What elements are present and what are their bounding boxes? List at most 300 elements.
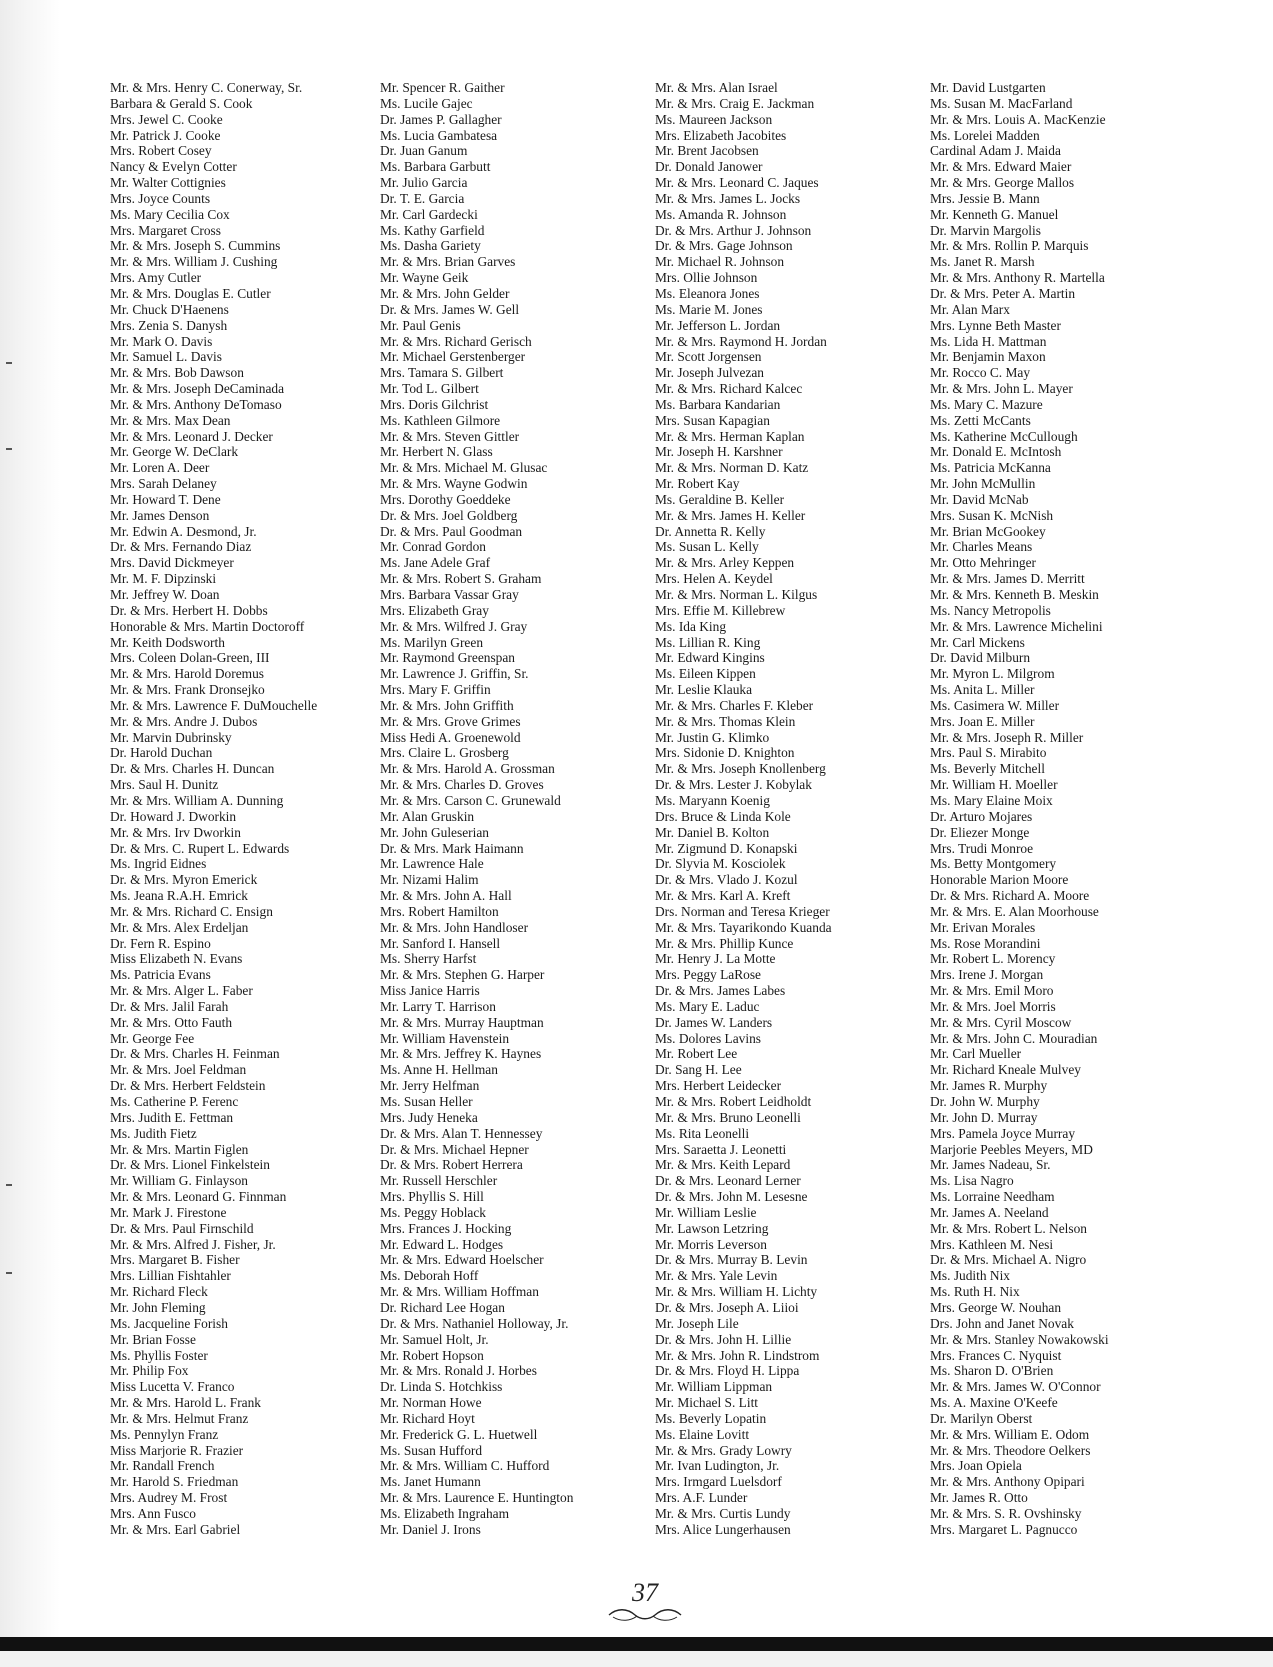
donor-name: Mr. & Mrs. Joel Feldman <box>110 1062 247 1078</box>
donor-name: Nancy & Evelyn Cotter <box>110 159 237 175</box>
donor-name: Mr. William H. Moeller <box>930 777 1058 793</box>
donor-name: Miss Elizabeth N. Evans <box>110 951 243 967</box>
donor-name: Mr. & Mrs. Andre J. Dubos <box>110 713 258 729</box>
donor-name: Mrs. Saul H. Dunitz <box>110 777 219 793</box>
donor-name: Dr. & Mrs. James Labes <box>655 983 786 999</box>
donor-name: Mr. & Mrs. Wayne Godwin <box>380 476 528 492</box>
donor-name: Mrs. Amy Cutler <box>110 270 202 286</box>
donor-name: Dr. & Mrs. Leonard Lerner <box>655 1173 801 1189</box>
donor-name: Mr. & Mrs. Harold Doremus <box>110 666 264 682</box>
donor-name: Mr. & Mrs. Rollin P. Marquis <box>930 238 1089 254</box>
donor-name: Ms. Pennylyn Franz <box>110 1426 219 1442</box>
donor-name: Cardinal Adam J. Maida <box>930 143 1061 159</box>
donor-name: Dr. & Mrs. Paul Firnschild <box>110 1220 254 1236</box>
donor-name: Ms. Mary Elaine Moix <box>930 792 1053 808</box>
donor-name: Dr. & Mrs. Peter A. Martin <box>930 285 1076 301</box>
donor-name: Mr. & Mrs. Frank Dronsejko <box>110 682 265 698</box>
donor-name: Ms. Susan L. Kelly <box>655 539 759 555</box>
donor-name: Ms. Nancy Metropolis <box>930 602 1051 618</box>
donor-name: Mrs. David Dickmeyer <box>110 555 234 571</box>
donor-name: Mrs. Joan Opiela <box>930 1458 1022 1474</box>
donor-name: Mr. William Leslie <box>655 1204 757 1220</box>
donor-list <box>110 80 1240 1550</box>
donor-name: Mrs. Mary F. Griffin <box>380 682 491 698</box>
donor-name: Mrs. Jessie B. Mann <box>930 190 1040 206</box>
donor-name: Dr. Harold Duchan <box>110 745 213 761</box>
donor-name: Mr. & Mrs. Arley Keppen <box>655 555 795 571</box>
donor-name: Mr. Larry T. Harrison <box>380 998 496 1014</box>
donor-name: Mrs. Susan K. McNish <box>930 507 1054 523</box>
donor-name: Mr. Richard Hoyt <box>380 1410 475 1426</box>
donor-name: Dr. Donald Janower <box>655 159 763 175</box>
donor-name: Dr. & Mrs. Joseph A. Liioi <box>655 1299 799 1315</box>
donor-name: Mr. & Mrs. Anthony Opipari <box>930 1474 1085 1490</box>
donor-name: Mrs. Paul S. Mirabito <box>930 745 1047 761</box>
donor-name: Mrs. Ann Fusco <box>110 1505 196 1521</box>
donor-name: Mr. James A. Neeland <box>930 1204 1049 1220</box>
donor-name: Mrs. Judy Heneka <box>380 1109 478 1125</box>
donor-name: Mr. Loren A. Deer <box>110 460 210 476</box>
donor-name: Ms. Deborah Hoff <box>380 1268 479 1284</box>
donor-name: Ms. Barbara Kandarian <box>655 396 781 412</box>
donor-name: Mrs. Kathleen M. Nesi <box>930 1236 1054 1252</box>
donor-name: Mr. Russell Herschler <box>380 1173 498 1189</box>
donor-name: Mrs. Claire L. Grosberg <box>380 745 509 761</box>
donor-name: Mr. George W. DeClark <box>110 444 239 460</box>
donor-name: Mr. Jerry Helfman <box>380 1078 480 1094</box>
donor-name: Ms. Betty Montgomery <box>930 856 1057 872</box>
donor-name: Mr. Justin G. Klimko <box>655 729 770 745</box>
donor-name: Mr. John Guleserian <box>380 824 489 840</box>
donor-name: Mr. & Mrs. Bob Dawson <box>110 365 244 381</box>
donor-name: Dr. Juan Ganum <box>380 143 468 159</box>
donor-name: Dr. & Mrs. James W. Gell <box>380 301 520 317</box>
donor-name: Ms. Judith Fietz <box>110 1125 197 1141</box>
donor-name: Ms. Elaine Lovitt <box>655 1426 750 1442</box>
donor-name: Mr. & Mrs. Otto Fauth <box>110 1014 233 1030</box>
donor-name: Mr. & Mrs. Wilfred J. Gray <box>380 618 528 634</box>
donor-name: Mr. William Lippman <box>655 1379 773 1395</box>
donor-name: Ms. Lucia Gambatesa <box>380 127 498 143</box>
donor-name: Ms. Kathleen Gilmore <box>380 412 501 428</box>
donor-name: Mr. Carl Gardecki <box>380 206 478 222</box>
donor-name: Ms. Janet R. Marsh <box>930 254 1035 270</box>
donor-name: Mr. & Mrs. Anthony DeTomaso <box>110 396 282 412</box>
donor-name: Mr. & Mrs. Helmut Franz <box>110 1410 249 1426</box>
donor-name: Mr. Lawrence Hale <box>380 856 484 872</box>
donor-name: Dr. & Mrs. Charles H. Duncan <box>110 761 275 777</box>
donor-name: Ms. Lisa Nagro <box>930 1173 1014 1189</box>
donor-name: Mrs. Saraetta J. Leonetti <box>655 1141 787 1157</box>
donor-name: Mr. & Mrs. Earl Gabriel <box>110 1521 241 1537</box>
donor-name: Mr. Jeffrey W. Doan <box>110 587 220 602</box>
donor-name: Ms. Rose Morandini <box>930 935 1041 951</box>
donor-name: Mrs. Joan E. Miller <box>930 713 1035 729</box>
donor-name: Mr. Kenneth G. Manuel <box>930 206 1059 222</box>
donor-name: Mr. & Mrs. Bruno Leonelli <box>655 1109 801 1125</box>
donor-name: Mr. Otto Mehringer <box>930 555 1036 571</box>
donor-name: Mr. & Mrs. Charles F. Kleber <box>655 697 814 713</box>
donor-name: Mrs. Susan Kapagian <box>655 412 770 428</box>
donor-name: Dr. Fern R. Espino <box>110 935 211 951</box>
donor-name: Mrs. Judith E. Fettman <box>110 1109 234 1125</box>
donor-name: Ms. Mary Cecilia Cox <box>110 206 230 222</box>
donor-name: Mrs. George W. Nouhan <box>930 1299 1062 1315</box>
donor-name: Ms. Lucile Gajec <box>380 95 473 111</box>
donor-name: Mr. & Mrs. James D. Merritt <box>930 571 1085 587</box>
donor-name: Mr. & Mrs. Robert Leidholdt <box>655 1094 812 1109</box>
donor-name: Mr. Leslie Klauka <box>655 682 753 698</box>
donor-name: Mr. John Fleming <box>110 1299 206 1315</box>
donor-name: Mr. & Mrs. Joseph R. Miller <box>930 729 1084 745</box>
donor-name: Mrs. Irmgard Luelsdorf <box>655 1474 782 1490</box>
donor-name: Ms. Ingrid Eidnes <box>110 856 207 872</box>
donor-name: Ms. Susan Heller <box>380 1094 473 1109</box>
donor-name: Mr. Philip Fox <box>110 1363 189 1379</box>
donor-name: Miss Lucetta V. Franco <box>110 1379 235 1395</box>
name-column-1 <box>110 80 395 1538</box>
donor-name: Dr. & Mrs. Herbert H. Dobbs <box>110 602 268 618</box>
donor-name: Dr. & Mrs. Murray B. Levin <box>655 1252 808 1268</box>
donor-name: Dr. & Mrs. Nathaniel Holloway, Jr. <box>380 1315 569 1331</box>
donor-name: Mr. & Mrs. Joel Morris <box>930 998 1056 1014</box>
donor-name: Ms. Rita Leonelli <box>655 1125 750 1141</box>
donor-name: Mr. & Mrs. James W. O'Connor <box>930 1379 1101 1395</box>
donor-name: Dr. Marilyn Oberst <box>930 1410 1033 1426</box>
donor-name: Mr. Robert Lee <box>655 1046 738 1062</box>
margin-mark <box>6 1184 12 1186</box>
donor-name: Mr. Erivan Morales <box>930 919 1036 935</box>
donor-name: Mr. Robert Hopson <box>380 1347 484 1363</box>
donor-name: Mr. & Mrs. E. Alan Moorhouse <box>930 903 1099 919</box>
donor-name: Mr. & Mrs. Leonard J. Decker <box>110 428 273 444</box>
donor-name: Mr. & Mrs. Henry C. Conerway, Sr. <box>110 80 303 95</box>
donor-name: Mrs. Barbara Vassar Gray <box>380 587 519 602</box>
donor-name: Mr. & Mrs. S. R. Ovshinsky <box>930 1505 1082 1521</box>
donor-name: Mr. & Mrs. Murray Hauptman <box>380 1014 544 1030</box>
donor-name: Mr. Myron L. Milgrom <box>930 666 1055 682</box>
donor-name: Dr. & Mrs. Myron Emerick <box>110 872 258 888</box>
donor-name: Mr. & Mrs. Stanley Nowakowski <box>930 1331 1109 1347</box>
donor-name: Mr. & Mrs. Yale Levin <box>655 1268 778 1284</box>
donor-name: Mr. & Mrs. Harold A. Grossman <box>380 761 555 777</box>
donor-name: Ms. Susan M. MacFarland <box>930 95 1073 111</box>
donor-name: Mr. Wayne Geik <box>380 270 469 286</box>
donor-name: Marjorie Peebles Meyers, MD <box>930 1141 1093 1157</box>
donor-name: Mr. & Mrs. Norman L. Kilgus <box>655 587 818 602</box>
donor-name: Mr. James Denson <box>110 507 210 523</box>
donor-name: Mr. & Mrs. Richard Kalcec <box>655 381 803 397</box>
donor-name: Honorable & Mrs. Martin Doctoroff <box>110 618 305 634</box>
donor-name: Ms. Beverly Lopatin <box>655 1410 767 1426</box>
donor-name: Ms. Patricia Evans <box>110 967 211 983</box>
donor-name: Dr. & Mrs. Lester J. Kobylak <box>655 777 812 793</box>
donor-name: Mrs. Robert Cosey <box>110 143 212 159</box>
donor-name: Ms. Lida H. Mattman <box>930 333 1047 349</box>
donor-name: Dr. & Mrs. Gage Johnson <box>655 238 793 254</box>
donor-name: Mrs. Tamara S. Gilbert <box>380 365 504 381</box>
donor-name: Mr. & Mrs. Norman D. Katz <box>655 460 809 476</box>
donor-name: Ms. Lorelei Madden <box>930 127 1040 143</box>
donor-name: Mrs. Audrey M. Frost <box>110 1490 228 1506</box>
donor-name: Ms. Patricia McKanna <box>930 460 1051 476</box>
name-column-2 <box>380 80 665 1538</box>
donor-name: Ms. Ruth H. Nix <box>930 1284 1020 1300</box>
donor-name: Mrs. Effie M. Killebrew <box>655 602 786 618</box>
donor-name: Mr. Daniel B. Kolton <box>655 824 770 840</box>
donor-name: Mr. & Mrs. John C. Mouradian <box>930 1030 1098 1046</box>
donor-name: Ms. Maryann Koenig <box>655 792 770 808</box>
donor-name: Mr. Chuck D'Haenens <box>110 301 229 317</box>
donor-name: Drs. John and Janet Novak <box>930 1315 1074 1331</box>
donor-name: Mr. & Mrs. Irv Dworkin <box>110 824 241 840</box>
donor-name: Mrs. Zenia S. Danysh <box>110 317 228 333</box>
donor-name: Mr. & Mrs. Phillip Kunce <box>655 935 794 951</box>
donor-name: Ms. Dolores Lavins <box>655 1030 762 1046</box>
donor-name: Mr. & Mrs. Raymond H. Jordan <box>655 333 827 349</box>
donor-name: Mr. & Mrs. Alan Israel <box>655 80 778 95</box>
donor-name: Mr. Mark J. Firestone <box>110 1204 227 1220</box>
donor-name: Dr. & Mrs. Mark Haimann <box>380 840 524 856</box>
donor-name: Dr. & Mrs. Michael A. Nigro <box>930 1252 1087 1268</box>
donor-name: Mrs. A.F. Lunder <box>655 1490 748 1506</box>
donor-name: Mrs. Doris Gilchrist <box>380 396 489 412</box>
donor-name: Ms. Marilyn Green <box>380 634 484 650</box>
donor-name: Mrs. Trudi Monroe <box>930 840 1034 856</box>
donor-name: Mr. & Mrs. William H. Lichty <box>655 1284 818 1300</box>
donor-name: Mr. Carl Mueller <box>930 1046 1022 1062</box>
donor-name: Ms. Ida King <box>655 618 727 634</box>
donor-name: Mr. Randall French <box>110 1458 215 1474</box>
donor-name: Mr. & Mrs. Ronald J. Horbes <box>380 1363 537 1379</box>
donor-name: Mrs. Jewel C. Cooke <box>110 111 223 127</box>
donor-name: Mr. Benjamin Maxon <box>930 349 1046 365</box>
donor-name: Mr. James R. Otto <box>930 1490 1028 1506</box>
donor-name: Mr. Patrick J. Cooke <box>110 127 221 143</box>
donor-name: Mr. Joseph Julvezan <box>655 365 764 381</box>
donor-name: Ms. Lillian R. King <box>655 634 761 650</box>
donor-name: Mr. Mark O. Davis <box>110 333 213 349</box>
donor-name: Mr. & Mrs. Edward Maier <box>930 159 1072 175</box>
donor-name: Mr. Brian Fosse <box>110 1331 196 1347</box>
donor-name: Ms. Beverly Mitchell <box>930 761 1045 777</box>
donor-name: Mr. Daniel J. Irons <box>380 1521 481 1537</box>
donor-name: Mrs. Coleen Dolan-Green, III <box>110 650 270 666</box>
donor-name: Dr. & Mrs. John M. Lesesne <box>655 1189 808 1205</box>
donor-name: Mrs. Pamela Joyce Murray <box>930 1125 1076 1141</box>
donor-name: Ms. Barbara Garbutt <box>380 159 491 175</box>
donor-name: Mr. & Mrs. John Handloser <box>380 919 529 935</box>
donor-name: Ms. Peggy Hoblack <box>380 1204 487 1220</box>
donor-name: Ms. Jane Adele Graf <box>380 555 491 571</box>
margin-mark <box>6 1272 12 1274</box>
donor-name: Ms. Dasha Gariety <box>380 238 481 254</box>
donor-name: Mr. Richard Kneale Mulvey <box>930 1062 1081 1078</box>
donor-name: Dr. & Mrs. Joel Goldberg <box>380 507 518 523</box>
donor-name: Mr. & Mrs. Joseph Knollenberg <box>655 761 826 777</box>
page-footer <box>600 1580 690 1630</box>
donor-name: Mrs. Frances J. Hocking <box>380 1220 512 1236</box>
donor-name: Dr. & Mrs. Charles H. Feinman <box>110 1046 280 1062</box>
donor-name: Mr. & Mrs. Max Dean <box>110 412 231 428</box>
donor-name: Ms. Mary E. Laduc <box>655 998 760 1014</box>
donor-name: Mr. & Mrs. Tayarikondo Kuanda <box>655 919 832 935</box>
donor-name: Ms. Sharon D. O'Brien <box>930 1363 1054 1379</box>
donor-name: Mr. & Mrs. John L. Mayer <box>930 381 1073 397</box>
donor-name: Ms. Catherine P. Ferenc <box>110 1094 239 1109</box>
donor-name: Mr. David McNab <box>930 491 1029 507</box>
donor-name: Mr. Robert Kay <box>655 476 740 492</box>
donor-name: Mr. & Mrs. Richard C. Ensign <box>110 903 273 919</box>
donor-name: Dr. & Mrs. Floyd H. Lippa <box>655 1363 800 1379</box>
donor-name: Dr. Sang H. Lee <box>655 1062 742 1078</box>
donor-name: Mr. Samuel Holt, Jr. <box>380 1331 489 1347</box>
donor-name: Mr. & Mrs. John R. Lindstrom <box>655 1347 820 1363</box>
donor-name: Mr. & Mrs. Anthony R. Martella <box>930 270 1105 286</box>
donor-name: Drs. Norman and Teresa Krieger <box>655 903 830 919</box>
donor-name: Mrs. Margaret L. Pagnucco <box>930 1521 1078 1537</box>
donor-name: Dr. & Mrs. Alan T. Hennessey <box>380 1125 543 1141</box>
donor-name: Mr. & Mrs. Lawrence F. DuMouchelle <box>110 697 318 713</box>
donor-name: Mrs. Joyce Counts <box>110 190 211 206</box>
donor-name: Mrs. Helen A. Keydel <box>655 571 773 587</box>
donor-name: Ms. Janet Humann <box>380 1474 481 1490</box>
donor-name: Ms. Sherry Harfst <box>380 951 477 967</box>
donor-name: Mrs. Sarah Delaney <box>110 476 217 492</box>
donor-name: Dr. & Mrs. Lionel Finkelstein <box>110 1157 270 1173</box>
donor-name: Mr. Edwin A. Desmond, Jr. <box>110 523 257 539</box>
donor-name: Ms. Kathy Garfield <box>380 222 485 238</box>
donor-name: Dr. John W. Murphy <box>930 1094 1040 1109</box>
donor-name: Dr. Howard J. Dworkin <box>110 808 237 824</box>
donor-name: Mrs. Alice Lungerhausen <box>655 1521 791 1537</box>
donor-name: Dr. Arturo Mojares <box>930 808 1033 824</box>
donor-name: Mr. & Mrs. Joseph DeCaminada <box>110 381 285 397</box>
donor-name: Mr. & Mrs. Emil Moro <box>930 983 1054 999</box>
donor-name: Miss Marjorie R. Frazier <box>110 1442 244 1458</box>
donor-name: Mr. & Mrs. Leonard G. Finnman <box>110 1189 287 1205</box>
donor-name: Mr. & Mrs. Theodore Oelkers <box>930 1442 1091 1458</box>
donor-name: Mr. John D. Murray <box>930 1109 1038 1125</box>
donor-name: Mr. & Mrs. Alex Erdeljan <box>110 919 249 935</box>
donor-name: Ms. Geraldine B. Keller <box>655 491 785 507</box>
donor-name: Mr. & Mrs. Thomas Klein <box>655 713 796 729</box>
donor-name: Mr. Nizami Halim <box>380 872 479 888</box>
donor-name: Mr. & Mrs. James H. Keller <box>655 507 806 523</box>
donor-name: Mr. & Mrs. Alger L. Faber <box>110 983 253 999</box>
donor-name: Mr. & Mrs. John Griffith <box>380 697 514 713</box>
donor-name: Mr. & Mrs. Carson C. Grunewald <box>380 792 561 808</box>
donor-name: Mr. Harold S. Friedman <box>110 1474 239 1490</box>
donor-name: Mr. & Mrs. Joseph S. Cummins <box>110 238 281 254</box>
donor-name: Mrs. Lillian Fishtahler <box>110 1268 231 1284</box>
donor-name: Ms. Casimera W. Miller <box>930 697 1060 713</box>
donor-name: Mr. & Mrs. Robert S. Graham <box>380 571 542 587</box>
donor-name: Mr. & Mrs. Stephen G. Harper <box>380 967 545 983</box>
donor-name: Mrs. Robert Hamilton <box>380 903 499 919</box>
donor-name: Mrs. Margaret Cross <box>110 222 221 238</box>
donor-name: Mr. Alan Marx <box>930 301 1010 317</box>
name-column-4 <box>930 80 1215 1538</box>
donor-name: Mr. & Mrs. Robert L. Nelson <box>930 1220 1087 1236</box>
donor-name: Mr. & Mrs. Alfred J. Fisher, Jr. <box>110 1236 276 1252</box>
donor-name: Dr. James P. Gallagher <box>380 111 502 127</box>
donor-name: Mr. Joseph Lile <box>655 1315 739 1331</box>
donor-name: Mr. Michael S. Litt <box>655 1395 759 1411</box>
donor-name: Ms. Anne H. Hellman <box>380 1062 498 1078</box>
flourish-ornament-icon <box>605 1606 685 1624</box>
donor-name: Dr. & Mrs. Arthur J. Johnson <box>655 222 812 238</box>
donor-name: Barbara & Gerald S. Cook <box>110 95 253 111</box>
donor-name: Mr. & Mrs. Kenneth B. Meskin <box>930 587 1099 602</box>
donor-name: Mr. Keith Dodsworth <box>110 634 225 650</box>
donor-name: Mr. John McMullin <box>930 476 1036 492</box>
page-bottom-border <box>0 1637 1273 1651</box>
donor-name: Mrs. Dorothy Goeddeke <box>380 491 511 507</box>
donor-name: Ms. Lorraine Needham <box>930 1189 1055 1205</box>
donor-name: Dr. & Mrs. Robert Herrera <box>380 1157 523 1173</box>
donor-name: Dr. & Mrs. Richard A. Moore <box>930 888 1090 904</box>
donor-name: Mrs. Lynne Beth Master <box>930 317 1061 333</box>
name-column-3 <box>655 80 940 1538</box>
donor-name: Miss Hedi A. Groenewold <box>380 729 521 745</box>
donor-name: Mr. & Mrs. James L. Jocks <box>655 190 801 206</box>
page-bottom-edge <box>0 1651 1273 1667</box>
donor-name: Dr. & Mrs. Vlado J. Kozul <box>655 872 798 888</box>
donor-name: Ms. A. Maxine O'Keefe <box>930 1395 1058 1411</box>
donor-name: Ms. Phyllis Foster <box>110 1347 208 1363</box>
donor-name: Dr. Marvin Margolis <box>930 222 1041 238</box>
donor-name: Mr. Edward Kingins <box>655 650 765 666</box>
donor-name: Mr. William Havenstein <box>380 1030 510 1046</box>
donor-name: Mr. Michael Gerstenberger <box>380 349 526 365</box>
donor-name: Mr. & Mrs. William A. Dunning <box>110 792 284 808</box>
donor-name: Mr. & Mrs. Michael M. Glusac <box>380 460 548 476</box>
donor-name: Ms. Jeana R.A.H. Emrick <box>110 888 248 904</box>
donor-name: Mr. & Mrs. Steven Gittler <box>380 428 520 444</box>
donor-name: Mr. & Mrs. John A. Hall <box>380 888 512 904</box>
donor-name: Mr. Herbert N. Glass <box>380 444 493 460</box>
donor-name: Mr. Richard Fleck <box>110 1284 208 1300</box>
donor-name: Dr. & Mrs. C. Rupert L. Edwards <box>110 840 290 856</box>
donor-name: Dr. T. E. Garcia <box>380 190 465 206</box>
donor-name: Mr. & Mrs. Keith Lepard <box>655 1157 791 1173</box>
donor-name: Dr. Annetta R. Kelly <box>655 523 766 539</box>
donor-name: Mr. William G. Finlayson <box>110 1173 248 1189</box>
donor-name: Mr. Joseph H. Karshner <box>655 444 783 460</box>
donor-name: Dr. David Milburn <box>930 650 1031 666</box>
donor-name: Mr. Howard T. Dene <box>110 491 221 507</box>
donor-name: Mr. & Mrs. Leonard C. Jaques <box>655 175 819 191</box>
donor-name: Mr. & Mrs. William Hoffman <box>380 1284 539 1300</box>
donor-name: Dr. James W. Landers <box>655 1014 773 1030</box>
donor-name: Dr. Eliezer Monge <box>930 824 1030 840</box>
donor-name: Mrs. Frances C. Nyquist <box>930 1347 1062 1363</box>
donor-name: Dr. Richard Lee Hogan <box>380 1299 505 1315</box>
donor-name: Mr. Julio Garcia <box>380 175 468 191</box>
page-number: 37 <box>632 1578 658 1607</box>
donor-name: Mr. & Mrs. George Mallos <box>930 175 1075 191</box>
margin-mark <box>6 362 12 364</box>
donor-name: Mr. & Mrs. Charles D. Groves <box>380 777 544 793</box>
donor-name: Mr. & Mrs. William J. Cushing <box>110 254 278 270</box>
donor-name: Mr. Brian McGookey <box>930 523 1046 539</box>
donor-name: Mr. Zigmund D. Konapski <box>655 840 798 856</box>
donor-name: Ms. Eleanora Jones <box>655 285 760 301</box>
donor-name: Mr. & Mrs. Grove Grimes <box>380 713 521 729</box>
donor-name: Mr. Tod L. Gilbert <box>380 381 479 397</box>
donor-name: Mrs. Irene J. Morgan <box>930 967 1044 983</box>
